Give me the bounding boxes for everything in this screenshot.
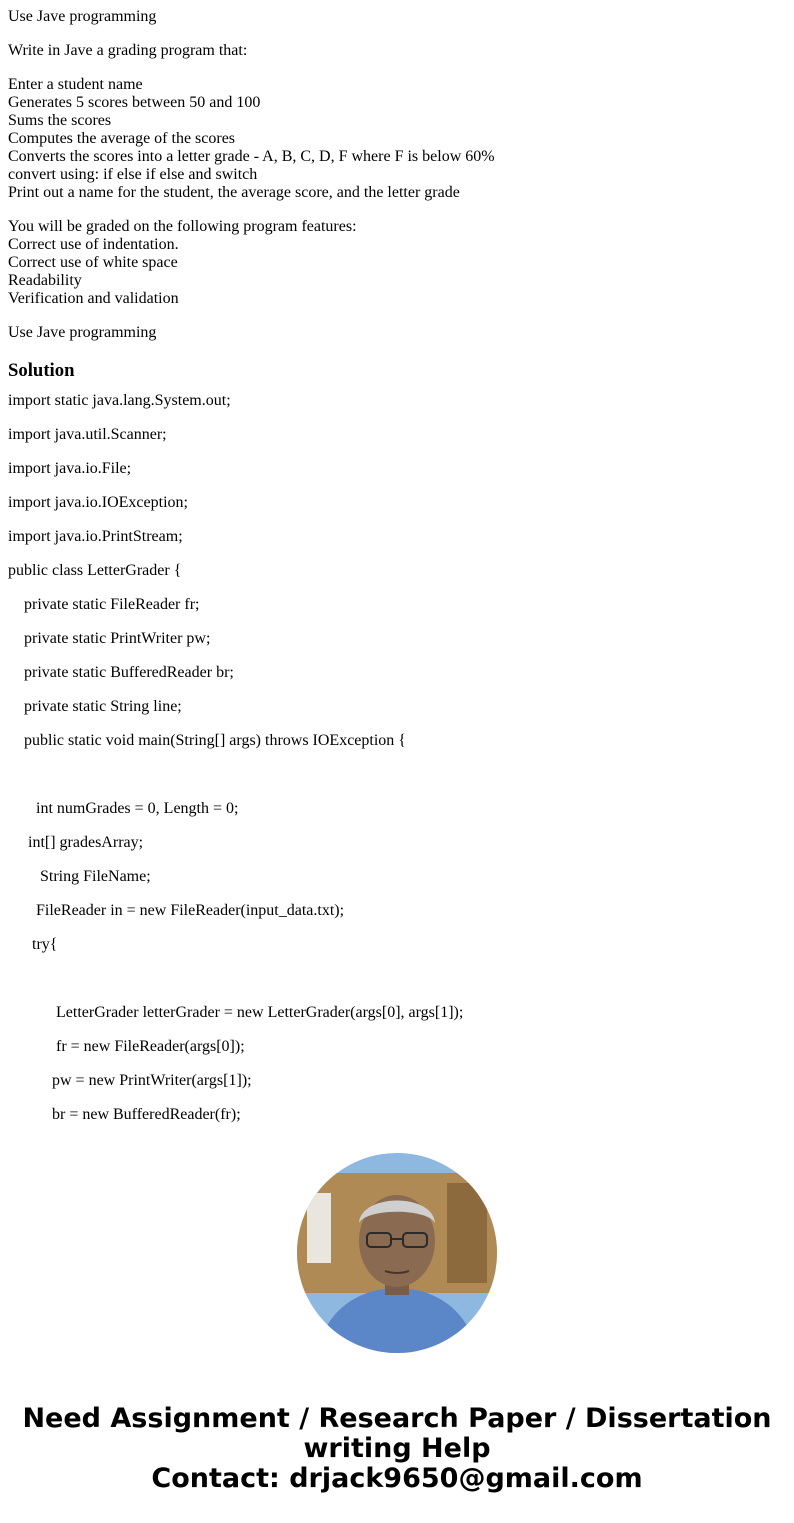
requirement-item: convert using: if else if else and switch [8, 166, 258, 183]
code-line: fr = new FileReader(args[0]); [8, 1038, 245, 1055]
code-line: String FileName; [8, 868, 151, 885]
grading-feature-item: Readability [8, 272, 82, 289]
code-line: import java.io.File; [8, 460, 132, 477]
code-line: public class LetterGrader { [8, 562, 182, 579]
code-line: import java.io.IOException; [8, 494, 188, 511]
requirement-item: Sums the scores [8, 112, 112, 129]
promo-contact: Contact: drjack9650@gmail.com [151, 1463, 643, 1494]
solution-code [8, 392, 788, 1160]
code-line: int[] gradesArray; [8, 834, 144, 851]
wall-carving [447, 1183, 487, 1283]
code-line: LetterGrader letterGrader = new LetterGrader(args[0], args[1]); [8, 1004, 464, 1021]
intro-text: Use Jave programming [8, 8, 157, 25]
code-line: private static String line; [8, 698, 182, 715]
code-line: import static java.lang.System.out; [8, 392, 231, 409]
code-line-blank [8, 970, 788, 988]
grading-title: You will be graded on the following program features: [8, 218, 357, 235]
code-line: public static void main(String[] args) throws IOException { [8, 732, 406, 749]
grading-feature-item: Correct use of white space [8, 254, 178, 271]
code-line-blank [8, 766, 788, 784]
author-avatar [297, 1153, 497, 1353]
requirements-list [8, 76, 788, 202]
grading-feature-item: Verification and validation [8, 290, 179, 307]
grading-feature-item: Correct use of indentation. [8, 236, 179, 253]
outro-text: Use Jave programming [8, 324, 157, 341]
promo-banner [0, 1404, 794, 1494]
requirement-item: Converts the scores into a letter grade - A, B, C, D, F where F is below 60% [8, 148, 495, 165]
code-line: FileReader in = new FileReader(input_data.txt); [8, 902, 345, 919]
code-line: br = new BufferedReader(fr); [8, 1106, 241, 1123]
requirement-item: Generates 5 scores between 50 and 100 [8, 94, 261, 111]
code-line: import java.util.Scanner; [8, 426, 167, 443]
code-line: private static FileReader fr; [8, 596, 200, 613]
portrait-photo [297, 1153, 497, 1353]
requirement-item: Computes the average of the scores [8, 130, 236, 147]
task-title: Write in Jave a grading program that: [8, 42, 248, 59]
requirement-item: Enter a student name [8, 76, 143, 93]
promo-line-2: writing Help [303, 1433, 491, 1464]
code-line: pw = new PrintWriter(args[1]); [8, 1072, 252, 1089]
code-line: private static PrintWriter pw; [8, 630, 211, 647]
solution-heading: Solution [8, 360, 75, 381]
code-line: int numGrades = 0, Length = 0; [8, 800, 239, 817]
task-title-paragraph [8, 42, 788, 60]
code-line: import java.io.PrintStream; [8, 528, 183, 545]
code-line: private static BufferedReader br; [8, 664, 234, 681]
outro-paragraph [8, 324, 788, 342]
intro-paragraph [8, 8, 788, 26]
code-line: try{ [8, 936, 58, 953]
wall-switchboard [307, 1193, 331, 1263]
grading-features-list [8, 218, 788, 308]
promo-line-1: Need Assignment / Research Paper / Dissertation [22, 1403, 772, 1434]
document-body [8, 0, 788, 1123]
requirement-item: Print out a name for the student, the average score, and the letter grade [8, 184, 460, 201]
